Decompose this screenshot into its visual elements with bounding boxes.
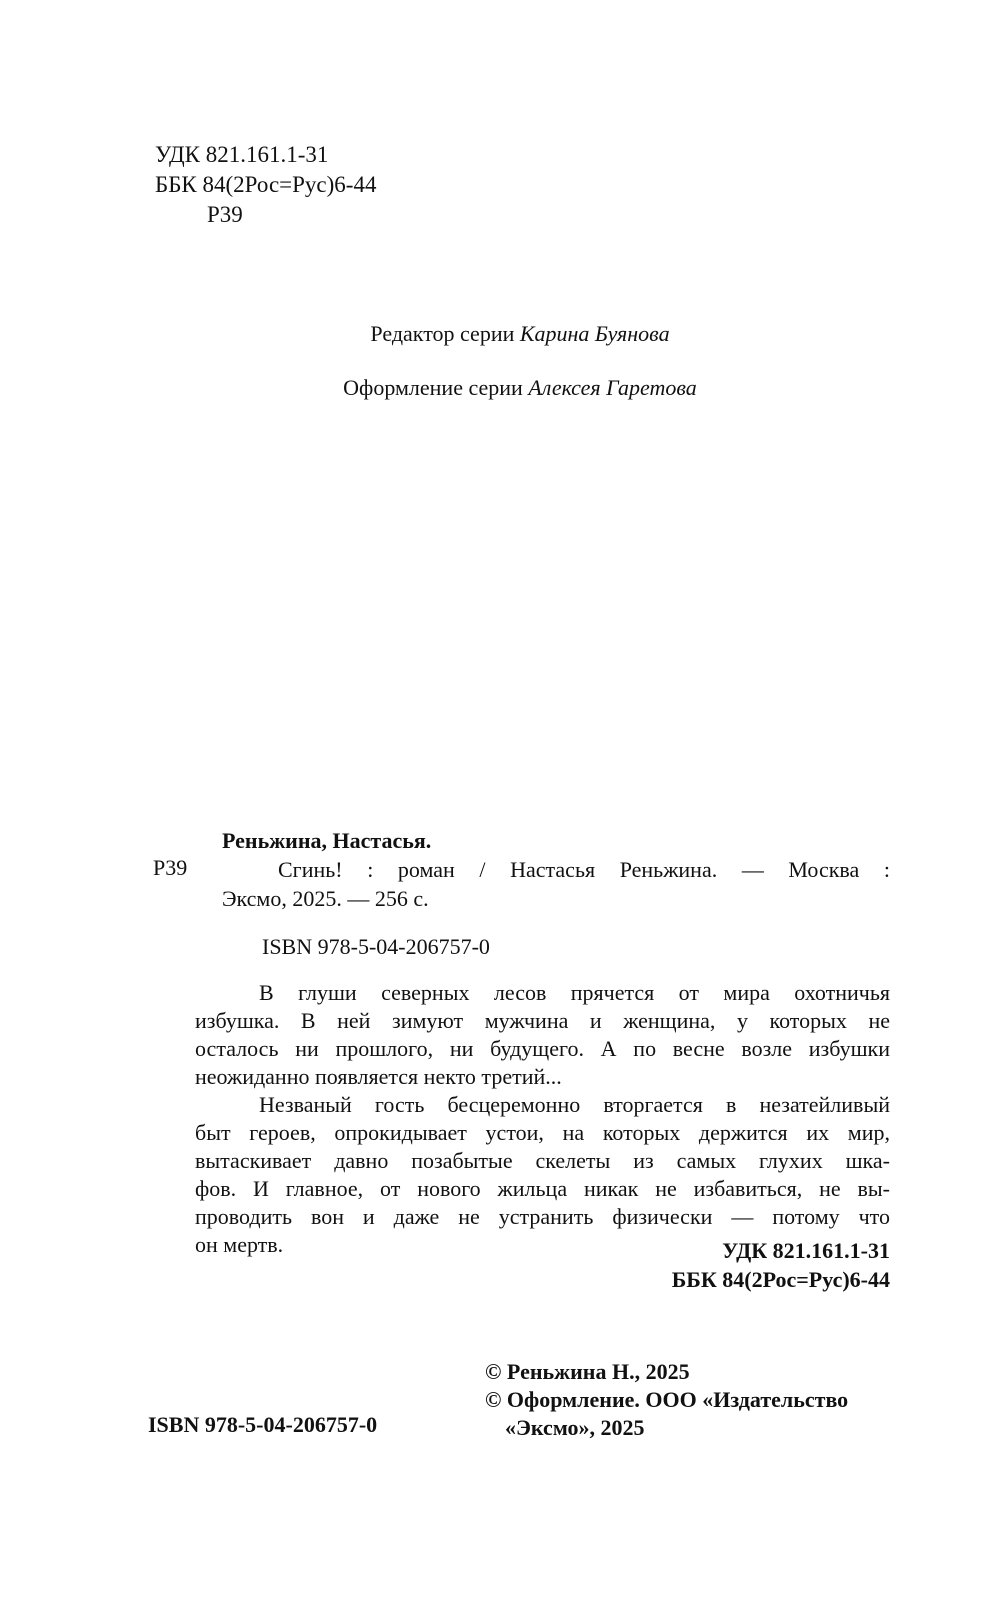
bottom-classification-codes <box>490 1236 890 1294</box>
series-credits <box>120 321 920 401</box>
annotation-line: быт героев, опрокидывает устои, на которых держится их мир, <box>195 1120 890 1145</box>
series-designer-role: Оформление серии <box>343 375 523 400</box>
annotation-line: проводить вон и даже не устранить физически — потому что <box>195 1204 890 1229</box>
copyright-design-line: © Оформление. ООО «Издательство <box>485 1387 849 1412</box>
annotation-line: неожиданно появляется некто третий... <box>195 1064 562 1089</box>
annotation-line: Незваный гость бесцеремонно вторгается в незатейливый <box>259 1092 890 1117</box>
catalog-author-heading: Реньжина, Настасья. <box>222 828 432 853</box>
udk-code-top: УДК 821.161.1-31 <box>155 142 329 167</box>
catalog-imprint-line: Эксмо, 2025. — 256 с. <box>222 886 429 911</box>
bbk-code-top: ББК 84(2Рос=Рус)6-44 <box>155 172 377 197</box>
bbk-code-bottom: ББК 84(2Рос=Рус)6-44 <box>671 1267 890 1292</box>
udk-code-bottom: УДК 821.161.1-31 <box>722 1238 890 1263</box>
annotation-line: В глуши северных лесов прячется от мира охотничья <box>259 980 890 1005</box>
series-designer-name: Алексея Гаретова <box>528 375 697 400</box>
series-editor-line <box>120 321 920 347</box>
catalog-entry <box>222 826 890 913</box>
top-classification-codes <box>155 140 376 230</box>
catalog-author-code: Р39 <box>153 855 188 880</box>
catalog-title-line: Сгинь! : роман / Настасья Реньжина. — Москва : <box>278 857 890 882</box>
annotation <box>195 979 890 1259</box>
copyright-block <box>485 1358 848 1442</box>
annotation-line: вытаскивает давно позабытые скелеты из самых глухих шка- <box>195 1148 890 1173</box>
annotation-line: осталось ни прошлого, ни будущего. А по весне возле избушки <box>195 1036 890 1061</box>
author-code-top: Р39 <box>207 202 243 227</box>
series-designer-line <box>120 375 920 401</box>
annotation-line: он мертв. <box>195 1232 284 1257</box>
catalog-isbn: ISBN 978-5-04-206757-0 <box>262 934 490 959</box>
copyright-author-line: © Реньжина Н., 2025 <box>485 1359 690 1384</box>
isbn-footer: ISBN 978-5-04-206757-0 <box>148 1412 378 1437</box>
series-editor-name: Карина Буянова <box>519 321 670 346</box>
annotation-line: избушка. В ней зимуют мужчина и женщина, у которых не <box>195 1008 890 1033</box>
series-editor-role: Редактор серии <box>370 321 515 346</box>
annotation-line: фов. И главное, от нового жильца никак не избавиться, не вы- <box>195 1176 890 1201</box>
copyright-design-line-wrap: «Эксмо», 2025 <box>505 1415 645 1440</box>
